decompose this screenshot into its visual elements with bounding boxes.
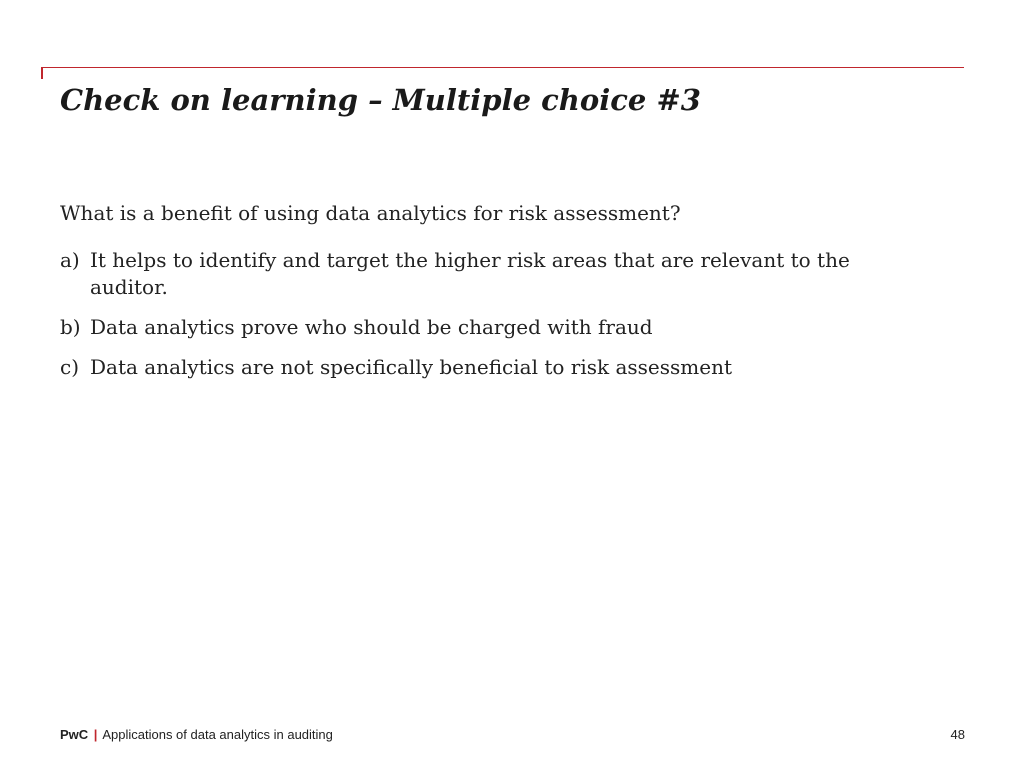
option-letter: c) <box>60 355 80 379</box>
slide-title: Check on learning – Multiple choice #3 <box>60 83 701 117</box>
option-b <box>60 314 920 341</box>
footer-separator: | <box>93 727 98 742</box>
footer-subtitle: Applications of data analytics in auditing <box>102 727 333 742</box>
option-text: Data analytics are not specifically beneficial to risk assessment <box>90 355 733 379</box>
option-text: Data analytics prove who should be charged with fraud <box>90 315 653 339</box>
option-c <box>60 354 920 381</box>
footer-brand: PwC <box>60 727 89 742</box>
option-text: It helps to identify and target the higher risk areas that are relevant to the auditor. <box>90 248 850 299</box>
option-letter: a) <box>60 248 80 272</box>
page-number: 48 <box>950 727 965 742</box>
question-text: What is a benefit of using data analytics for risk assessment? <box>60 201 681 225</box>
option-letter: b) <box>60 315 81 339</box>
option-a <box>60 247 920 301</box>
answer-options <box>60 247 920 394</box>
footer <box>60 726 333 744</box>
title-corner-mark <box>41 67 43 79</box>
title-rule <box>41 67 964 68</box>
